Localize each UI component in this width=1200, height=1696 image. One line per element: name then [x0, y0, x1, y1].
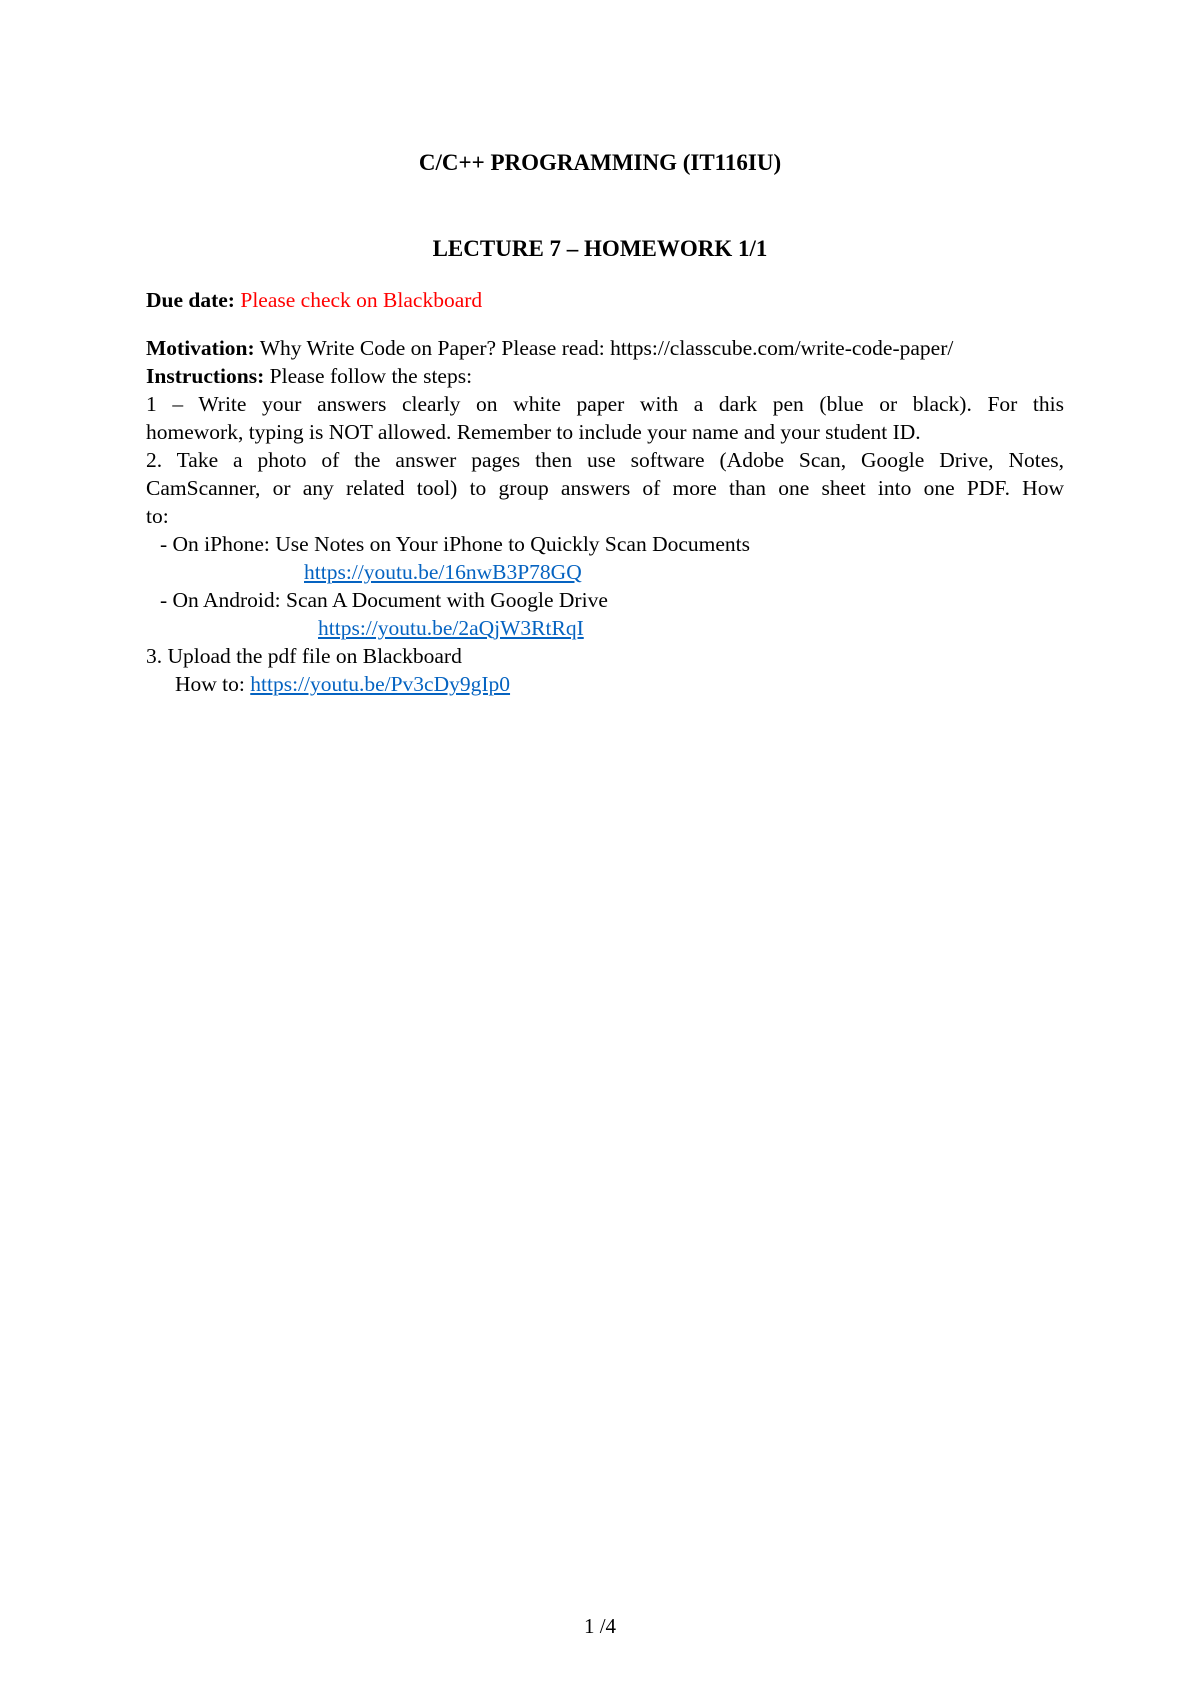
step2-line3: to: [146, 504, 169, 528]
step1-line2: homework, typing is NOT allowed. Remember to include your name and your student ID. [146, 420, 921, 444]
step1-line1: 1 – Write your answers clearly on white paper with a dark pen (blue or black). For this [146, 392, 1064, 416]
android-video-link[interactable]: https://youtu.be/2aQjW3RtRqI [318, 616, 584, 640]
motivation-line [146, 334, 953, 362]
instructions-line [146, 362, 472, 390]
lecture-title: LECTURE 7 – HOMEWORK 1/1 [432, 236, 768, 261]
due-date-value: Please check on Blackboard [240, 288, 483, 312]
step3-howto-line [175, 670, 510, 698]
course-title: C/C++ PROGRAMMING (IT116IU) [418, 150, 782, 175]
instructions-text: Please follow the steps: [269, 364, 473, 388]
step3-line: 3. Upload the pdf file on Blackboard [146, 644, 462, 668]
howto-label: How to: [175, 672, 245, 696]
motivation-text: Why Write Code on Paper? Please read: https://classcube.com/write-code-paper/ [259, 336, 954, 360]
step2-line1: 2. Take a photo of the answer pages then use software (Adobe Scan, Google Drive, Notes, [146, 448, 1064, 472]
android-item: - On Android: Scan A Document with Google Drive [160, 588, 608, 612]
iphone-item: - On iPhone: Use Notes on Your iPhone to Quickly Scan Documents [160, 532, 751, 556]
due-date-line [146, 286, 482, 314]
page-number: 1 /4 [583, 1614, 617, 1638]
motivation-label: Motivation: [146, 336, 255, 360]
iphone-video-link[interactable]: https://youtu.be/16nwB3P78GQ [304, 560, 582, 584]
due-date-label: Due date: [146, 288, 235, 312]
instructions-label: Instructions: [146, 364, 265, 388]
upload-video-link[interactable]: https://youtu.be/Pv3cDy9gIp0 [250, 672, 511, 696]
step2-line2: CamScanner, or any related tool) to group answers of more than one sheet into one PDF. How [146, 476, 1064, 500]
